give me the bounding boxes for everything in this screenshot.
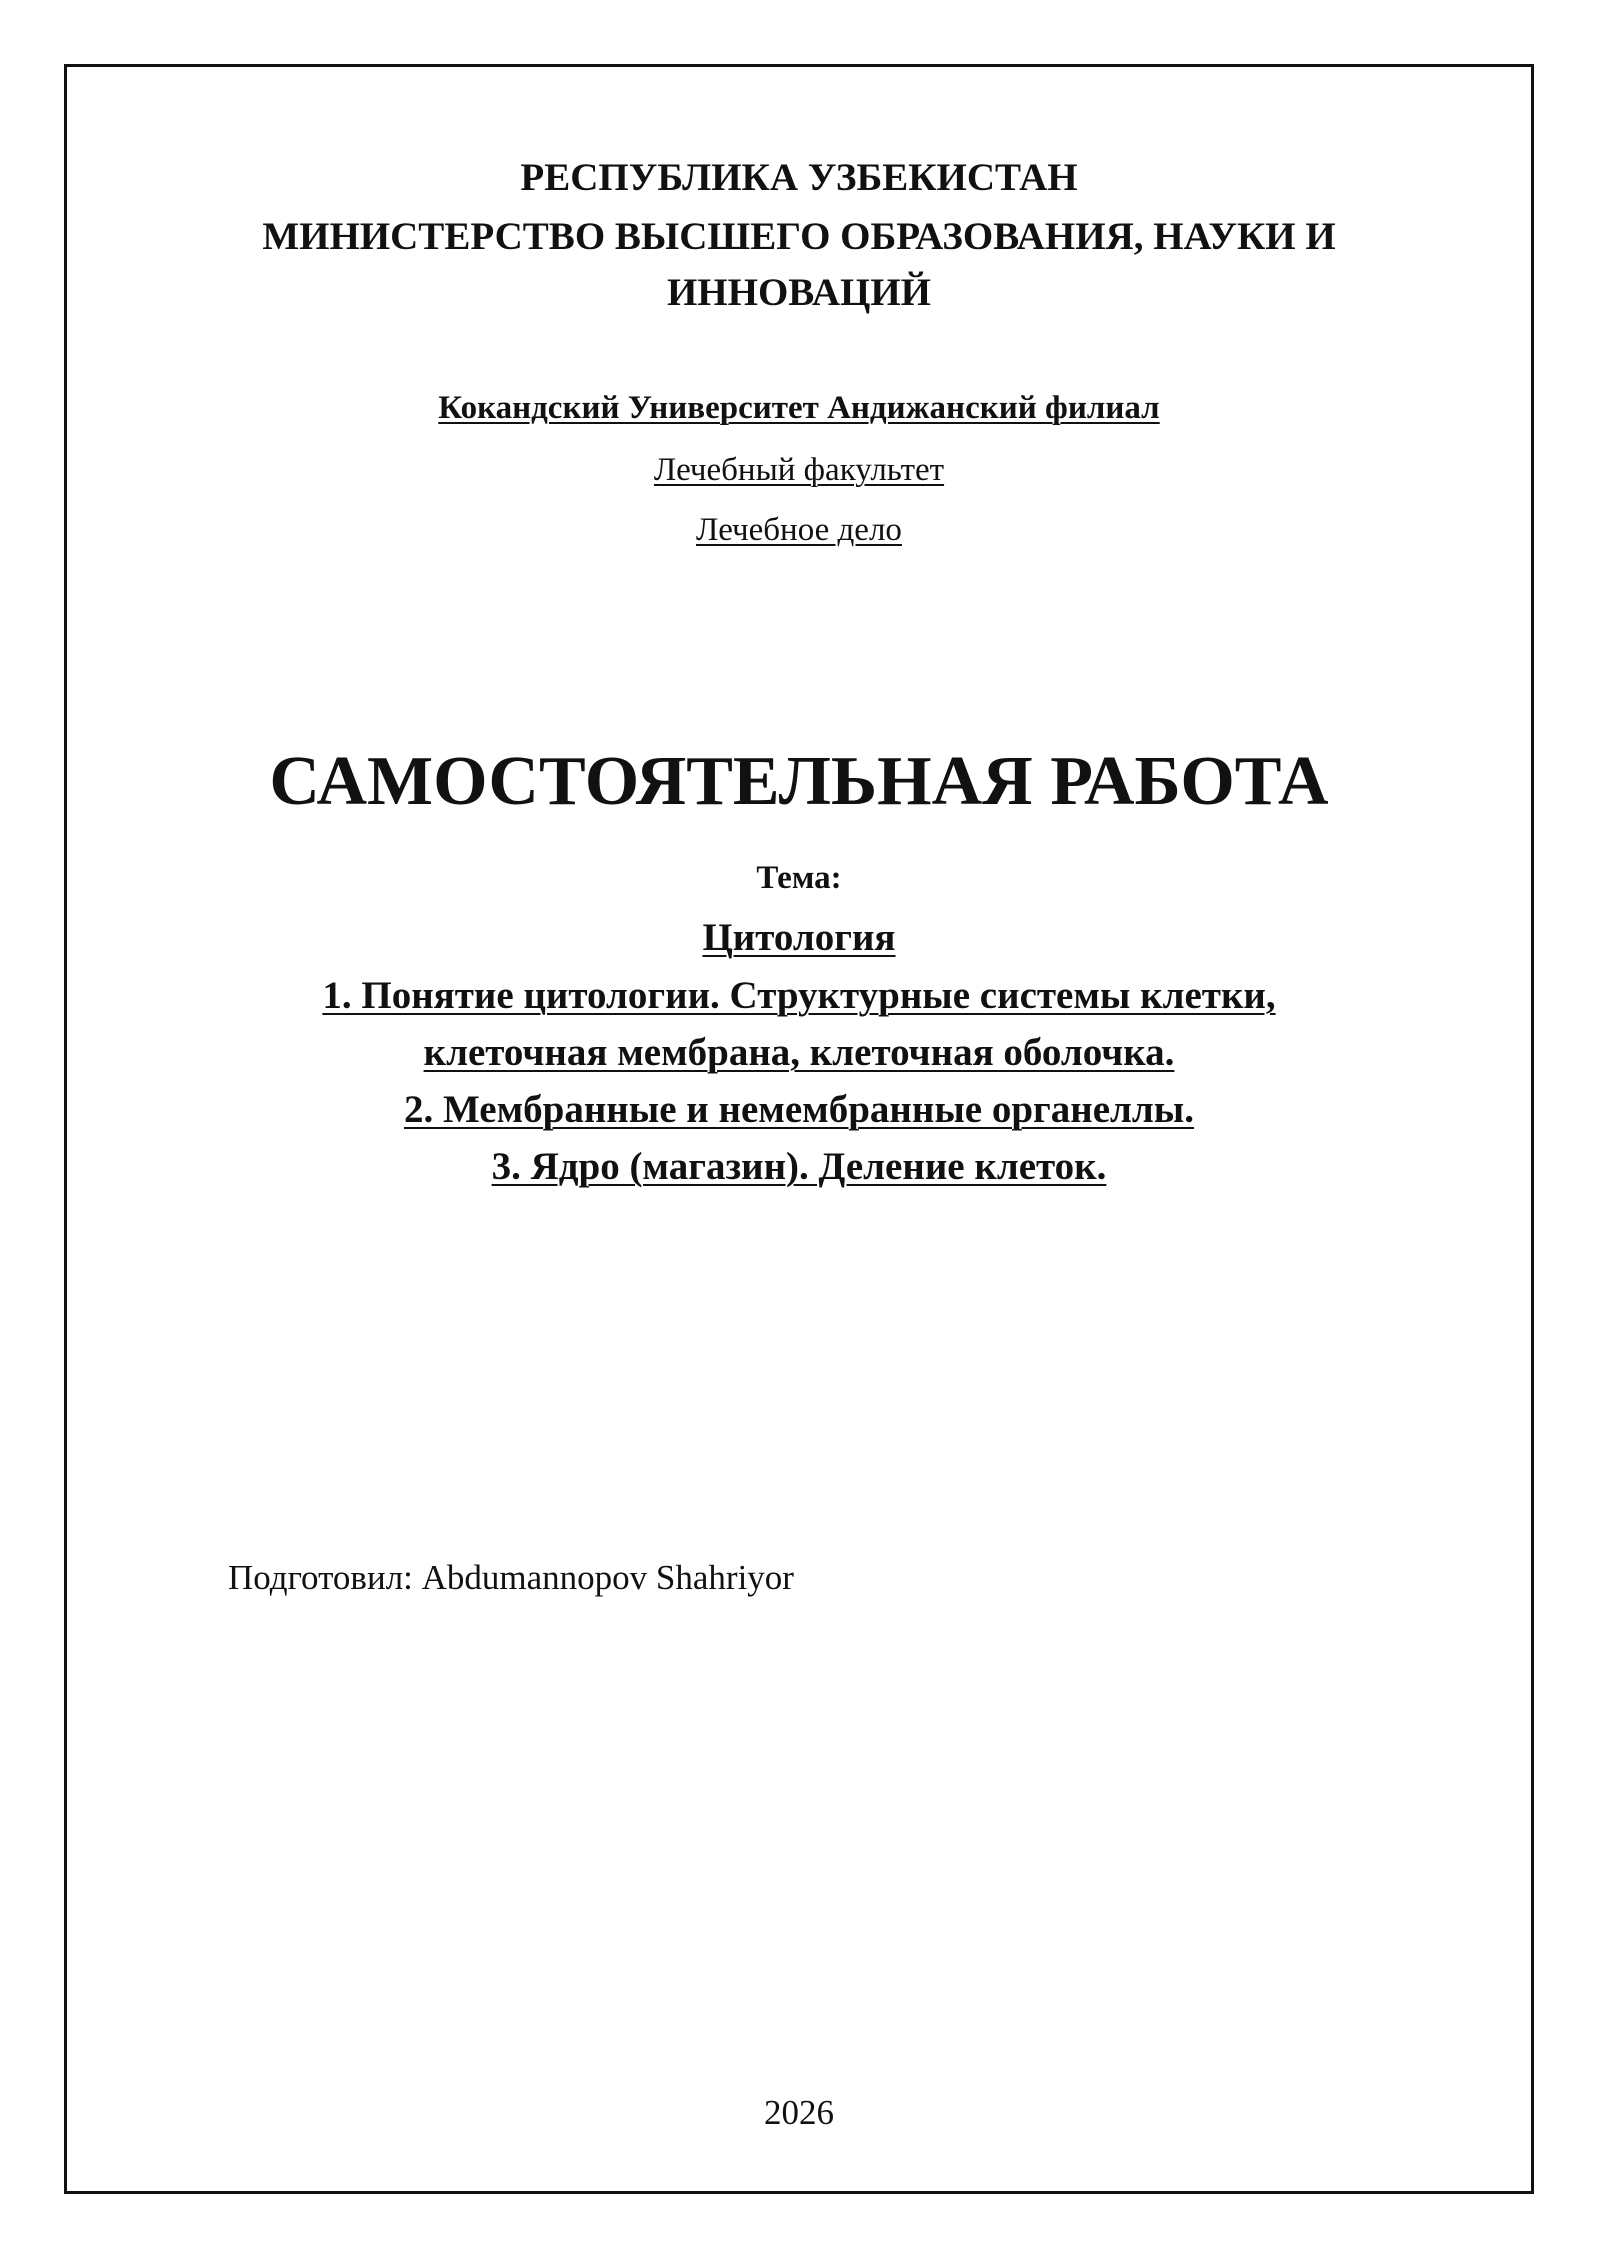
university-name: Кокандский Университет Андижанский филиал [438, 390, 1160, 426]
topic-item: 3. Ядро (магазин). Деление клеток. [491, 1145, 1107, 1188]
document-title: САМОСТОЯТЕЛЬНАЯ РАБОТА [269, 743, 1329, 820]
year: 2026 [764, 2093, 834, 2132]
specialty-name: Лечебное дело [696, 512, 902, 548]
topic-name: Цитология [702, 916, 896, 959]
topic-item: 2. Мембранные и немембранные органеллы. [403, 1088, 1195, 1131]
topic-item: 1. Понятие цитологии. Структурные системы клетки, [322, 974, 1276, 1017]
ministry-heading-line1: МИНИСТЕРСТВО ВЫСШЕГО ОБРАЗОВАНИЯ, НАУКИ И [262, 215, 1336, 258]
topic-label: Тема: [756, 860, 842, 896]
author-credit: Подготовил: Abdumannopov Shahriyor [228, 1558, 794, 1597]
topic-item: клеточная мембрана, клеточная оболочка. [423, 1031, 1175, 1074]
ministry-heading-line2: ИННОВАЦИЙ [666, 271, 932, 314]
republic-heading: РЕСПУБЛИКА УЗБЕКИСТАН [520, 156, 1078, 199]
faculty-name: Лечебный факультет [653, 452, 945, 488]
